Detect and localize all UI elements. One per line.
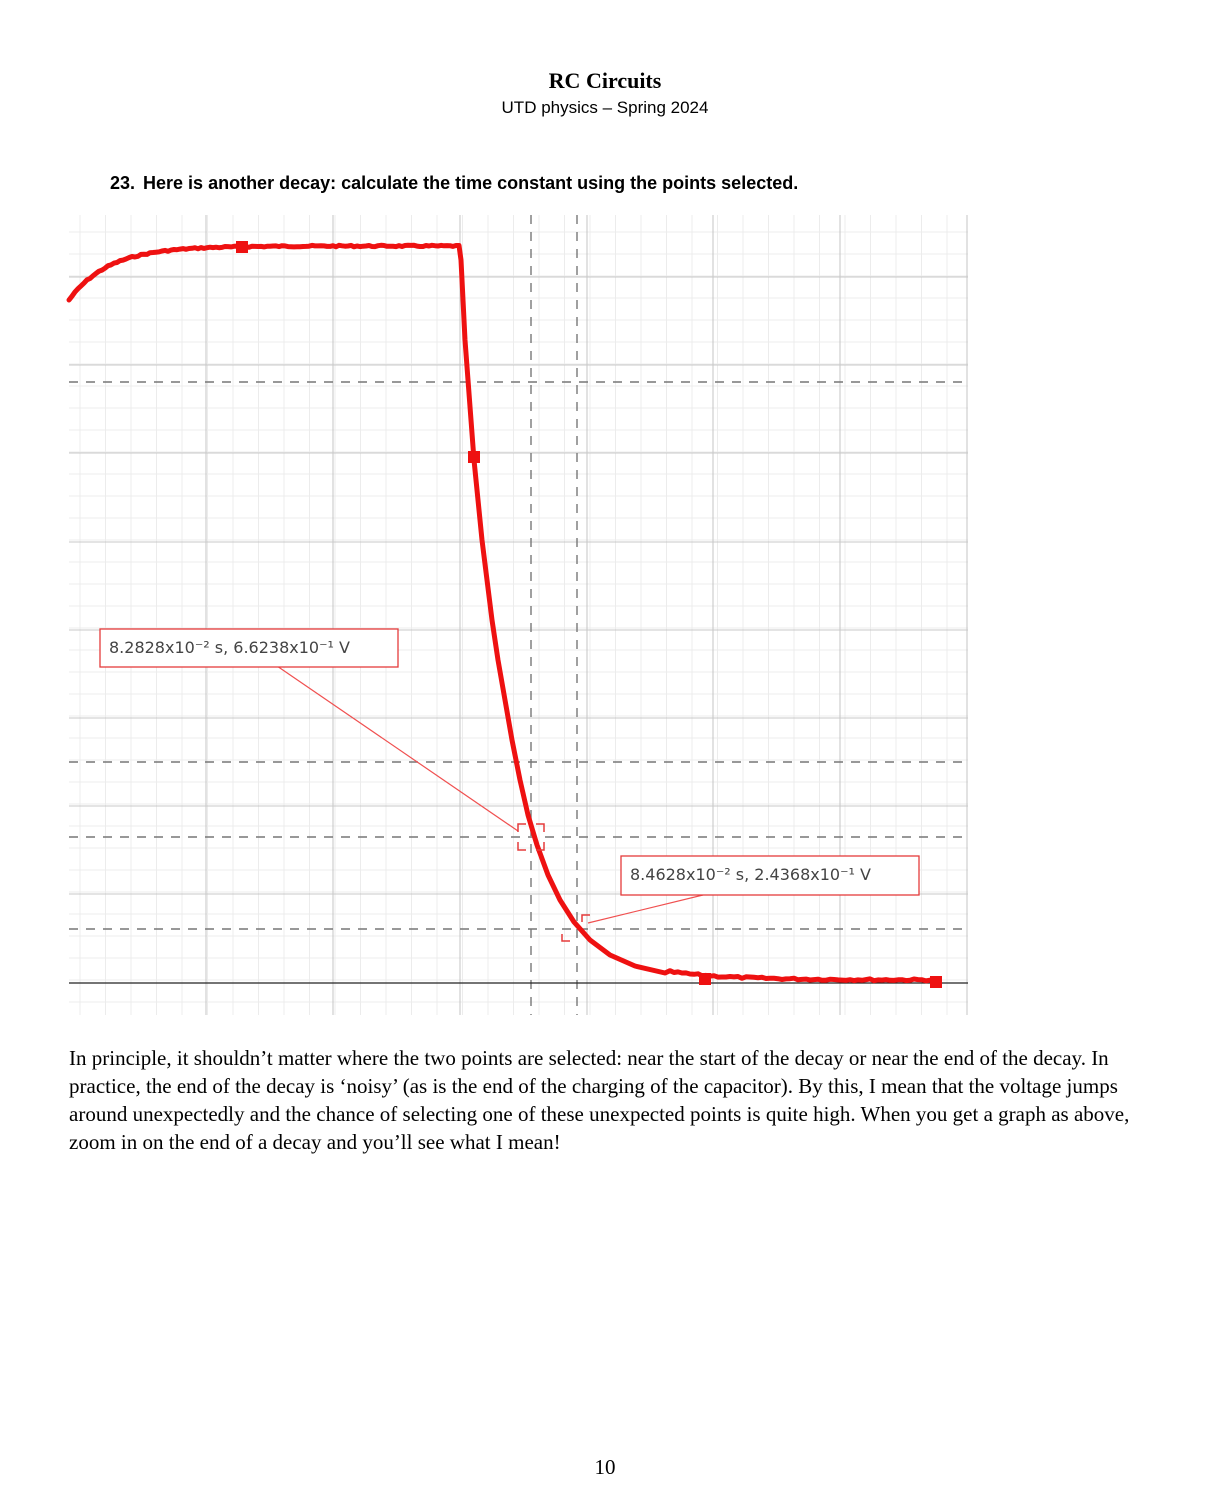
- explanation-paragraph: In principle, it shouldn’t matter where the two points are selected: near the start of the decay or near the end of the decay. In practice, the end of the decay is ‘noisy’ (as is the end of the charging of the capacitor). By this, I mean that the voltage jumps around unexpectedly and the chance of selecting one of these unexpected points is quite high. When you get a graph as above, zoom in on the end of a decay and you’ll see what I mean!: [69, 1046, 1130, 1154]
- question-number: 23.: [110, 173, 136, 193]
- curve-marker: [699, 973, 711, 985]
- page-number: 10: [594, 1455, 616, 1479]
- callout-label-1: 8.2828x10⁻² s, 6.6238x10⁻¹ V: [109, 638, 350, 657]
- curve-marker: [930, 976, 942, 988]
- document-subtitle: UTD physics – Spring 2024: [501, 98, 709, 117]
- document-title: RC Circuits: [548, 68, 662, 93]
- curve-marker: [236, 241, 248, 253]
- curve-marker: [468, 451, 480, 463]
- point-callout-1[interactable]: [100, 629, 544, 850]
- callout-leader-2: [588, 895, 703, 923]
- question-text: Here is another decay: calculate the time constant using the points selected.: [143, 173, 799, 193]
- callout-label-2: 8.4628x10⁻² s, 2.4368x10⁻¹ V: [630, 865, 871, 884]
